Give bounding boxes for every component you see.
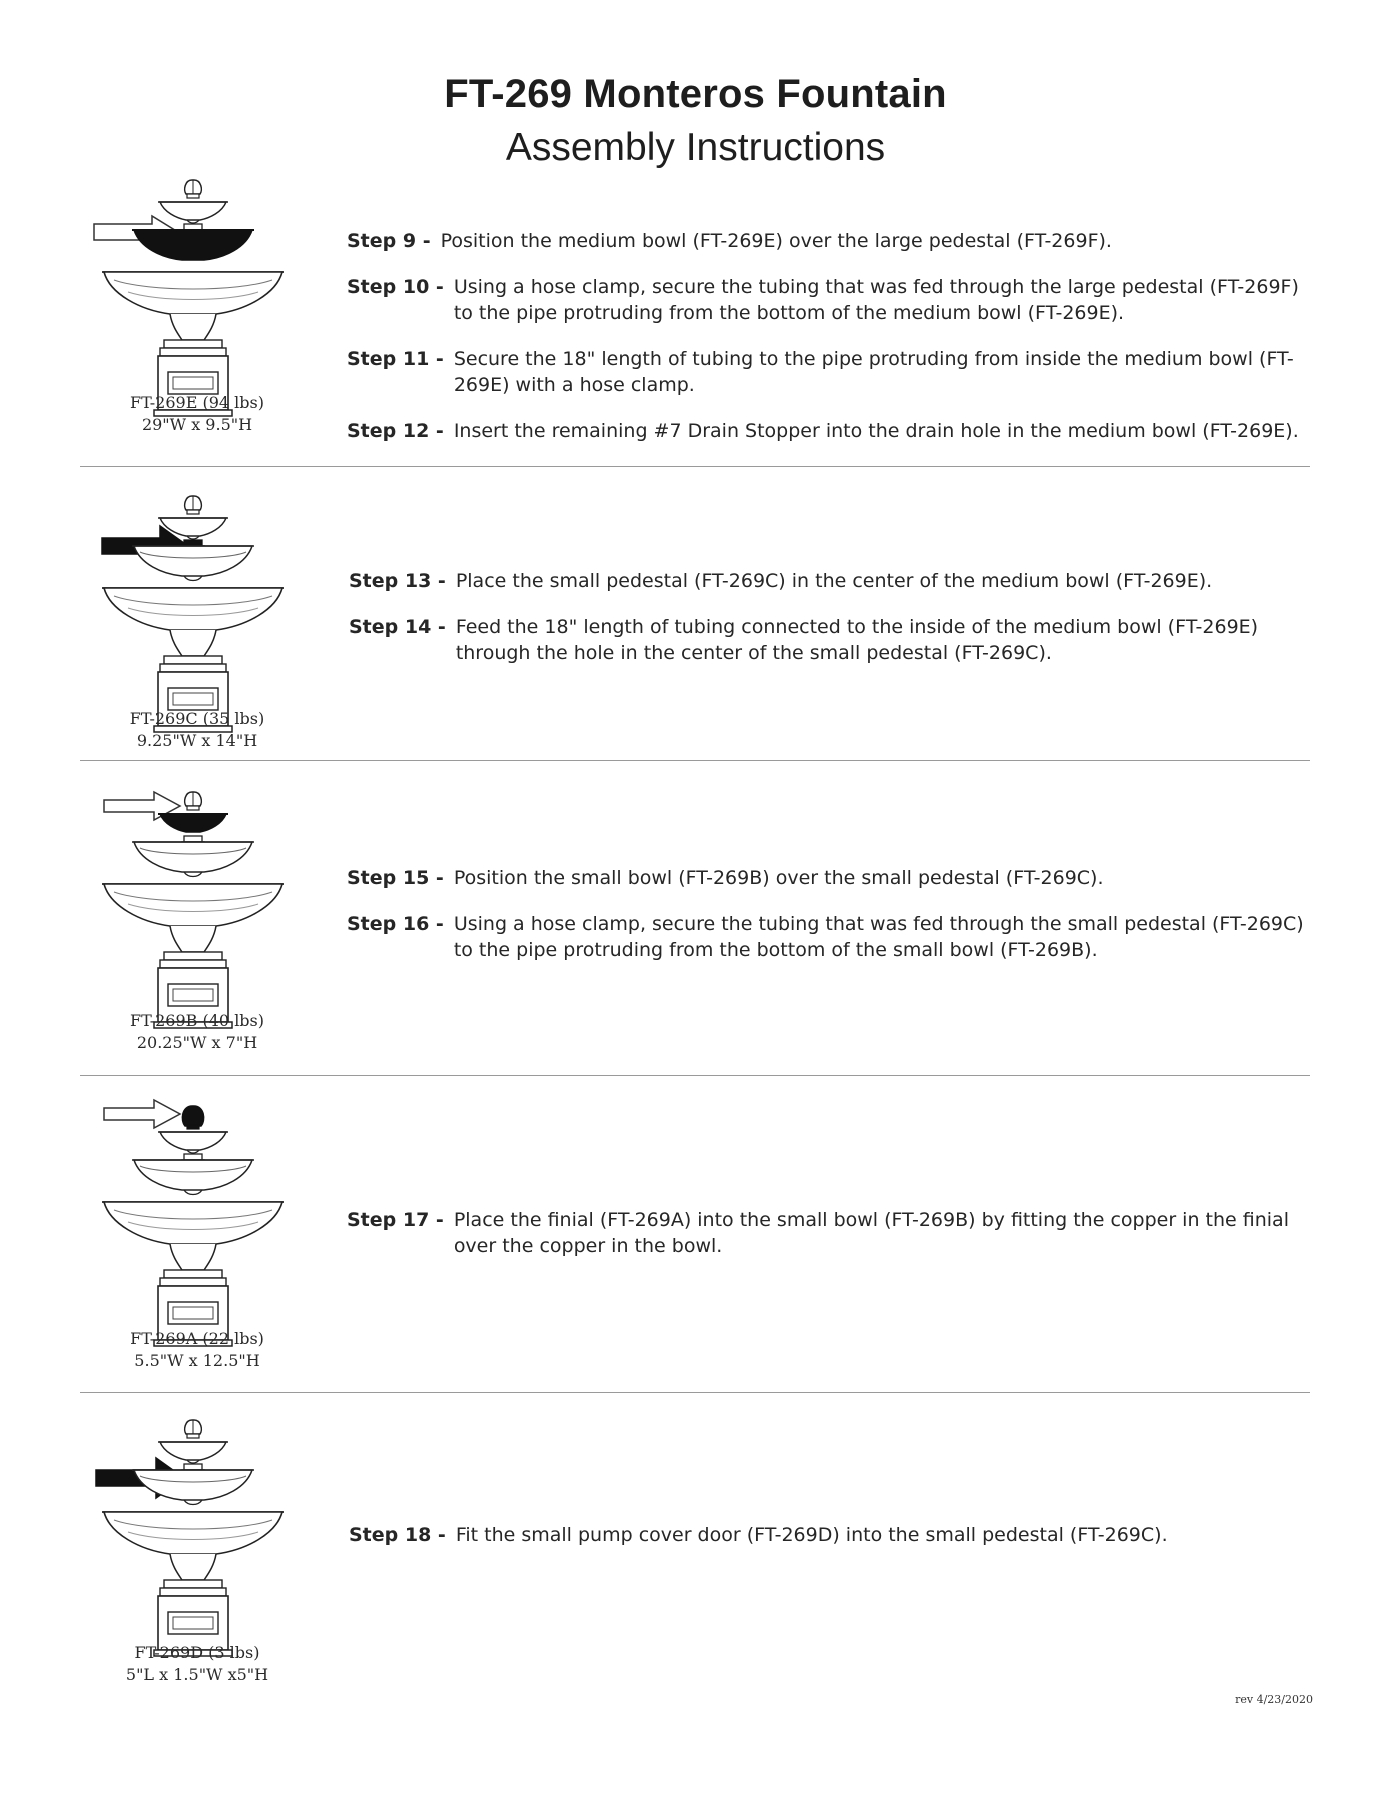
step-list	[349, 1522, 1309, 1568]
part-weight: FT-269D (3 lbs)	[134, 1643, 260, 1662]
part-weight: FT-269A (22 lbs)	[130, 1329, 264, 1348]
step-label: Step 9 -	[347, 230, 431, 252]
page-title: FT-269 Monteros Fountain	[444, 72, 947, 116]
step-label: Step 17 -	[347, 1209, 444, 1231]
step-item	[349, 614, 1309, 666]
fountain-pump-cover-illustration	[88, 1400, 308, 1670]
part-caption	[72, 392, 322, 436]
step-text: Position the small bowl (FT-269B) over the small pedestal (FT-269C).	[453, 867, 1104, 889]
page-subtitle: Assembly Instructions	[505, 126, 886, 169]
part-weight: FT-269E (94 lbs)	[130, 393, 264, 412]
fountain-small-pedestal-illustration	[88, 476, 308, 746]
step-label: Step 18 -	[349, 1524, 446, 1546]
fountain-finial-illustration	[88, 1090, 308, 1360]
step-item	[347, 865, 1309, 891]
section-divider	[80, 1075, 1310, 1076]
fountain-medium-bowl-illustration	[88, 160, 308, 430]
step-item	[347, 418, 1307, 444]
step-text: Using a hose clamp, secure the tubing that was fed through the small pedestal (FT-269C) to the pipe protruding from the bottom of the small bowl (FT-269B).	[453, 913, 1304, 961]
step-item	[349, 568, 1309, 594]
part-dimensions: 9.25"W x 14"H	[136, 731, 258, 750]
step-text: Using a hose clamp, secure the tubing that was fed through the large pedestal (FT-269F) to the pipe protruding from the bottom of the medium bowl (FT-269E).	[453, 276, 1299, 324]
step-item	[347, 228, 1307, 254]
part-dimensions: 5.5"W x 12.5"H	[134, 1351, 260, 1370]
step-list	[347, 1207, 1307, 1279]
part-weight: FT-269C (35 lbs)	[129, 709, 265, 728]
step-label: Step 10 -	[347, 276, 444, 298]
step-text: Place the small pedestal (FT-269C) in the center of the medium bowl (FT-269E).	[455, 570, 1213, 592]
revision-date: rev 4/23/2020	[1235, 1693, 1313, 1706]
step-item	[347, 911, 1309, 963]
step-label: Step 13 -	[349, 570, 446, 592]
part-caption	[72, 708, 322, 752]
part-weight: FT-269B (40 lbs)	[130, 1011, 264, 1030]
part-caption	[72, 1328, 322, 1372]
step-item	[347, 274, 1307, 326]
step-label: Step 11 -	[347, 348, 444, 370]
part-dimensions: 29"W x 9.5"H	[141, 415, 253, 434]
section-divider	[80, 1392, 1310, 1393]
step-list	[347, 865, 1309, 983]
step-item	[347, 1207, 1307, 1259]
step-text: Secure the 18" length of tubing to the pipe protruding from inside the medium bowl (FT-269E) with a hose clamp.	[453, 348, 1294, 396]
fountain-small-bowl-illustration	[88, 772, 308, 1042]
step-text: Fit the small pump cover door (FT-269D) into the small pedestal (FT-269C).	[455, 1524, 1168, 1546]
section-divider	[80, 466, 1310, 467]
step-list	[349, 568, 1309, 686]
arrow-outline-icon	[104, 1100, 180, 1128]
step-item	[349, 1522, 1309, 1548]
step-label: Step 14 -	[349, 616, 446, 638]
step-list	[347, 228, 1307, 464]
step-label: Step 12 -	[347, 420, 444, 442]
part-caption	[72, 1010, 322, 1054]
part-dimensions: 20.25"W x 7"H	[136, 1033, 258, 1052]
step-label: Step 16 -	[347, 913, 444, 935]
step-text: Place the finial (FT-269A) into the small bowl (FT-269B) by fitting the copper in the finial over the copper in the bowl.	[453, 1209, 1289, 1257]
step-item	[347, 346, 1307, 398]
step-label: Step 15 -	[347, 867, 444, 889]
part-dimensions: 5"L x 1.5"W x5"H	[125, 1665, 269, 1684]
step-text: Position the medium bowl (FT-269E) over the large pedestal (FT-269F).	[440, 230, 1112, 252]
part-caption	[72, 1642, 322, 1686]
step-text: Feed the 18" length of tubing connected to the inside of the medium bowl (FT-269E) through the hole in the center of the small pedestal (FT-269C).	[455, 616, 1259, 664]
step-text: Insert the remaining #7 Drain Stopper into the drain hole in the medium bowl (FT-269E).	[453, 420, 1299, 442]
section-divider	[80, 760, 1310, 761]
